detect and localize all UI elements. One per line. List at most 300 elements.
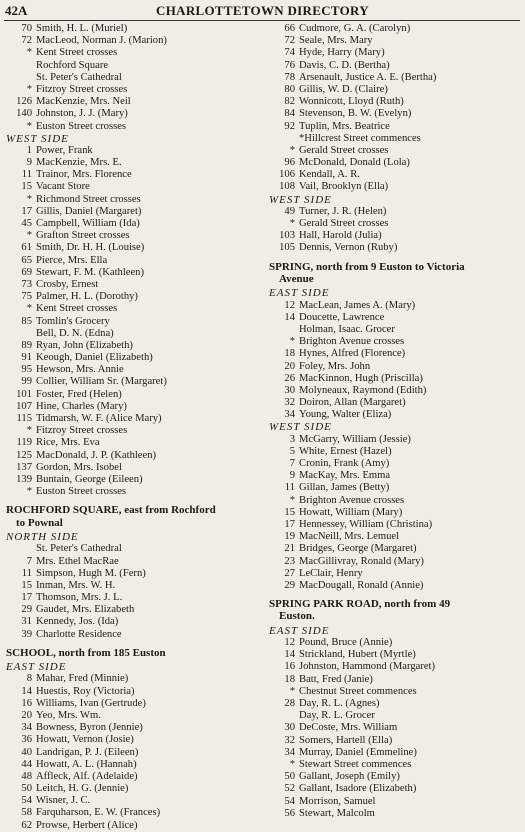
resident-name: Bridges, George (Margaret): [299, 543, 417, 555]
house-number: 29: [284, 579, 295, 591]
directory-entry: [269, 698, 521, 710]
resident-name: Day, R. L. Grocer: [299, 710, 375, 722]
page-number: 42A: [5, 3, 28, 18]
house-number: 31: [21, 616, 32, 628]
directory-entry: [6, 96, 260, 108]
resident-name: LeClair, Henry: [299, 567, 363, 579]
directory-entry: [269, 206, 521, 218]
directory-entry: [269, 796, 521, 808]
directory-entry: [269, 637, 521, 649]
directory-entry: [269, 507, 521, 519]
resident-name: MacDonald, J. P. (Kathleen): [36, 449, 157, 461]
house-number: 82: [284, 96, 295, 108]
street-side-label: EAST SIDE: [6, 661, 67, 674]
house-number: 95: [21, 364, 32, 376]
house-number: 139: [16, 473, 32, 485]
directory-entry: [6, 629, 260, 641]
resident-name: Campbell, William (Ida): [36, 218, 140, 229]
directory-entry: [269, 495, 521, 507]
house-number: 23: [284, 555, 295, 567]
resident-name: Collier, William Sr. (Margaret): [36, 376, 167, 388]
street-heading: [269, 598, 521, 623]
directory-entry: [269, 96, 521, 108]
page-title: CHARLOTTETOWN DIRECTORY: [156, 3, 369, 18]
directory-entry: [6, 84, 260, 96]
house-number: 126: [16, 96, 32, 108]
directory-entry: [269, 324, 521, 336]
directory-entry: [269, 23, 521, 35]
resident-name: Landrigan, P. J. (Eileen): [36, 746, 139, 758]
directory-entry: [6, 771, 260, 783]
house-number: 50: [284, 771, 295, 783]
house-number: 75: [21, 291, 32, 303]
resident-name: MacGillivray, Ronald (Mary): [299, 555, 424, 567]
house-number: 27: [284, 567, 295, 579]
house-number: *: [26, 303, 32, 315]
house-number: 125: [16, 449, 32, 461]
resident-name: Foley, Mrs. John: [299, 360, 371, 372]
page-header: [0, 0, 525, 22]
resident-name: Doiron, Allan (Margaret): [299, 397, 406, 409]
resident-name: Howatt, Vernon (Josie): [36, 734, 134, 746]
house-number: *: [289, 685, 295, 697]
directory-entry: [6, 686, 260, 698]
resident-name: Rice, Mrs. Eva: [36, 437, 100, 449]
directory-entry: [269, 35, 521, 47]
resident-name: Gerald Street crosses: [299, 144, 389, 156]
resident-name: MacKenzie, Mrs. Neil: [36, 96, 131, 108]
directory-entry: [269, 300, 521, 312]
resident-name: Bell, D. N. (Edna): [36, 327, 114, 339]
right-column: [269, 23, 521, 820]
resident-name: Gallant, Isadore (Elizabeth): [299, 783, 417, 795]
directory-entry: [269, 169, 521, 181]
resident-name: Euston Street crosses: [36, 486, 127, 498]
resident-name: Stewart Street commences: [299, 758, 412, 770]
street-heading: [6, 504, 260, 529]
house-number: *: [26, 486, 32, 498]
directory-entry: [6, 230, 260, 242]
house-number: 50: [21, 783, 32, 795]
house-number: 14: [284, 649, 295, 661]
house-number: *: [26, 83, 32, 95]
street-heading: [269, 261, 521, 286]
house-number: 89: [21, 339, 32, 351]
resident-name: Hennessey, William (Christina): [299, 518, 433, 530]
directory-entry: [6, 556, 260, 568]
house-number: [6, 60, 36, 72]
resident-name: Leitch, H. G. (Jennie): [36, 783, 129, 795]
directory-entry: [269, 434, 521, 446]
house-number: 40: [21, 746, 32, 758]
directory-entry: [6, 267, 260, 279]
resident-name: Fitzroy Street crosses: [36, 425, 128, 437]
resident-name: Buntain, George (Eileen): [36, 473, 143, 485]
left-column: [6, 23, 260, 832]
directory-entry: [6, 474, 260, 486]
directory-entry: [269, 181, 521, 193]
house-number: 48: [21, 770, 32, 782]
directory-entry: [6, 194, 260, 206]
resident-name: Morrison, Samuel: [299, 795, 376, 807]
house-number: 5: [289, 445, 295, 457]
resident-name: Vacant Store: [36, 181, 90, 193]
house-number: 11: [21, 567, 32, 579]
directory-entry: [269, 710, 521, 722]
directory-entry: [6, 450, 260, 462]
directory-entry: [6, 206, 260, 218]
directory-entry: [269, 446, 521, 458]
street-heading-continuation: to Pownal: [16, 516, 63, 529]
house-number: 101: [16, 388, 32, 400]
directory-entry: [269, 133, 521, 145]
house-number: 11: [284, 482, 295, 494]
house-number: 103: [279, 230, 295, 242]
resident-name: MacLeod, Norman J. (Marion): [36, 35, 167, 47]
house-number: 3: [289, 433, 295, 445]
directory-entry: [6, 783, 260, 795]
house-number: 8: [26, 673, 32, 685]
resident-name: Rochford Square: [36, 59, 109, 71]
resident-name: Strickland, Hubert (Myrtle): [299, 649, 416, 661]
directory-entry: [6, 795, 260, 807]
directory-entry: [269, 121, 521, 133]
directory-entry: [6, 820, 260, 832]
house-number: 19: [284, 531, 295, 543]
resident-name: Holman, Isaac. Grocer: [299, 323, 395, 335]
directory-entry: [269, 312, 521, 324]
resident-name: MacLean, James A. (Mary): [299, 299, 416, 311]
resident-name: Affleck, Alf. (Adelaide): [36, 770, 138, 782]
house-number: 34: [284, 746, 295, 758]
resident-name: Batt, Fred (Janie): [299, 673, 373, 685]
resident-name: Chestnut Street commences: [299, 685, 417, 697]
house-number: 65: [21, 254, 32, 266]
directory-entry: [6, 255, 260, 267]
house-number: [269, 324, 299, 336]
directory-entry: [6, 376, 260, 388]
house-number: 61: [21, 242, 32, 254]
directory-entry: [269, 108, 521, 120]
house-number: 52: [284, 783, 295, 795]
resident-name: Young, Walter (Eliza): [299, 409, 392, 421]
resident-name: Kent Street crosses: [36, 303, 118, 315]
house-number: 54: [21, 795, 32, 807]
resident-name: Tidmarsh, W. F. (Alice Mary): [36, 413, 162, 424]
house-number: 96: [284, 157, 295, 169]
house-number: 107: [16, 400, 32, 412]
resident-name: Hall, Harold (Julia): [299, 230, 382, 242]
house-number: 18: [284, 673, 295, 685]
resident-name: Palmer, H. L. (Dorothy): [36, 291, 138, 303]
house-number: *: [289, 144, 295, 156]
directory-entry: [6, 580, 260, 592]
resident-name: Williams, Ivan (Gertrude): [36, 697, 146, 709]
house-number: 76: [284, 59, 295, 71]
house-number: 73: [21, 278, 32, 290]
resident-name: *Hillcrest Street commences: [299, 132, 421, 144]
house-number: [6, 72, 36, 84]
house-number: 84: [284, 108, 295, 120]
street-heading: [6, 647, 260, 659]
resident-name: Kendall, A. R.: [299, 169, 360, 181]
directory-entry: [6, 734, 260, 746]
resident-name: Murray, Daniel (Emmeline): [299, 746, 417, 758]
directory-entry: [269, 458, 521, 470]
directory-entry: [6, 389, 260, 401]
directory-entry: [6, 169, 260, 181]
directory-entry: [269, 735, 521, 747]
directory-entry: [269, 361, 521, 373]
street-side-label: NORTH SIDE: [6, 531, 79, 544]
resident-name: Johnston, Hammond (Margaret): [299, 661, 436, 673]
directory-entry: [6, 157, 260, 169]
resident-name: MacNeill, Mrs. Lemuel: [299, 531, 400, 543]
directory-entry: [6, 121, 260, 133]
directory-entry: [269, 519, 521, 531]
house-number: 14: [21, 685, 32, 697]
resident-name: Inman, Mrs. W. H.: [36, 579, 116, 591]
house-number: 106: [279, 169, 295, 181]
directory-entry: [6, 462, 260, 474]
house-number: 28: [284, 698, 295, 709]
house-number: 17: [284, 518, 295, 530]
directory-entry: [6, 108, 260, 120]
directory-entry: [6, 279, 260, 291]
house-number: 92: [284, 120, 295, 132]
resident-name: MacKinnon, Hugh (Priscilla): [299, 372, 423, 384]
street-heading-line: SCHOOL, north from 185 Euston: [6, 646, 166, 659]
house-number: 74: [284, 47, 295, 59]
resident-name: Stevenson, B. W. (Evelyn): [299, 108, 412, 120]
house-number: 70: [21, 23, 32, 34]
house-number: 34: [21, 722, 32, 734]
resident-name: Kennedy, Jos. (Ida): [36, 616, 119, 628]
resident-name: Trainor, Mrs. Florence: [36, 169, 132, 181]
resident-name: Wisner, J. C.: [36, 795, 91, 807]
house-number: 16: [21, 697, 32, 709]
directory-entry: [269, 218, 521, 230]
house-number: 58: [21, 807, 32, 819]
resident-name: Wonnicott, Lloyd (Ruth): [299, 96, 404, 108]
directory-entry: [6, 673, 260, 685]
resident-name: Charlotte Residence: [36, 628, 122, 640]
directory-entry: [269, 531, 521, 543]
house-number: 32: [284, 397, 295, 409]
house-number: 30: [284, 722, 295, 734]
house-number: 39: [21, 628, 32, 640]
directory-entry: [6, 543, 260, 555]
house-number: 20: [21, 709, 32, 721]
directory-entry: [269, 385, 521, 397]
house-number: 20: [284, 360, 295, 372]
house-number: 7: [289, 458, 295, 469]
directory-entry: [269, 661, 521, 673]
directory-entry: [6, 401, 260, 413]
house-number: 72: [284, 35, 295, 47]
street-side-label: WEST SIDE: [269, 193, 332, 206]
directory-entry: [269, 759, 521, 771]
house-number: 34: [284, 409, 295, 421]
house-number: [269, 710, 299, 722]
house-number: 91: [21, 352, 32, 364]
directory-entry: [269, 397, 521, 409]
house-number: 17: [21, 205, 32, 217]
house-number: 15: [21, 579, 32, 591]
street-side-label: EAST SIDE: [269, 624, 330, 637]
street-side-label: WEST SIDE: [6, 132, 69, 145]
resident-name: MacKay, Mrs. Emma: [299, 470, 391, 482]
directory-entry: [269, 649, 521, 661]
street-side-label: WEST SIDE: [269, 421, 332, 434]
house-number: 45: [21, 218, 32, 229]
resident-name: Pierce, Mrs. Ella: [36, 254, 108, 266]
street-heading-line: SPRING PARK ROAD, north from 49: [269, 598, 451, 611]
street-heading-continuation: Euston.: [279, 610, 315, 623]
directory-entry: [269, 783, 521, 795]
resident-name: Euston Street crosses: [36, 120, 127, 132]
house-number: 29: [21, 604, 32, 616]
house-number: 108: [279, 181, 295, 193]
directory-entry: [6, 340, 260, 352]
resident-name: Simpson, Hugh M. (Fern): [36, 567, 146, 579]
directory-entry: [269, 674, 521, 686]
resident-name: Bowness, Byron (Jennie): [36, 722, 143, 734]
directory-entry: [6, 145, 260, 157]
resident-name: Hyde, Harry (Mary): [299, 47, 385, 59]
directory-entry: [6, 23, 260, 35]
directory-entry: [6, 60, 260, 72]
house-number: 85: [21, 315, 32, 327]
directory-entry: [6, 437, 260, 449]
resident-name: Howatt, William (Mary): [299, 506, 403, 518]
resident-name: Tuplin, Mrs. Beatrice: [299, 120, 390, 132]
resident-name: Cudmore, G. A. (Carolyn): [299, 23, 411, 34]
directory-entry: [269, 348, 521, 360]
house-number: 9: [289, 470, 295, 482]
resident-name: Tomlin's Grocery: [36, 315, 110, 327]
directory-entry: [6, 710, 260, 722]
house-number: 12: [284, 299, 295, 311]
house-number: 15: [284, 506, 295, 518]
directory-entry: [269, 771, 521, 783]
house-number: *: [289, 494, 295, 506]
resident-name: Stewart, F. M. (Kathleen): [36, 266, 145, 278]
house-number: *: [26, 193, 32, 205]
resident-name: Johnston, J. J. (Mary): [36, 108, 128, 120]
resident-name: Molyneaux, Raymond (Edith): [299, 384, 427, 396]
house-number: 72: [21, 35, 32, 47]
directory-entry: [6, 698, 260, 710]
house-number: *: [26, 230, 32, 242]
house-number: 9: [26, 157, 32, 169]
directory-entry: [269, 336, 521, 348]
house-number: 12: [284, 637, 295, 649]
house-number: 66: [284, 23, 295, 34]
house-number: [6, 328, 36, 340]
house-number: *: [289, 758, 295, 770]
house-number: *: [289, 336, 295, 348]
directory-entry: [6, 35, 260, 47]
directory-entry: [269, 543, 521, 555]
resident-name: Gillis, W. D. (Claire): [299, 83, 388, 95]
directory-entry: [6, 592, 260, 604]
resident-name: Turner, J. R. (Helen): [299, 205, 387, 217]
directory-entry: [269, 230, 521, 242]
resident-name: Hynes, Alfred (Florence): [299, 348, 406, 360]
directory-entry: [6, 616, 260, 628]
resident-name: Pound, Bruce (Annie): [299, 637, 393, 649]
house-number: 119: [16, 437, 32, 449]
resident-name: MacKenzie, Mrs. E.: [36, 157, 122, 169]
directory-entry: [6, 413, 260, 425]
directory-entry: [269, 84, 521, 96]
house-number: 32: [284, 734, 295, 746]
resident-name: Cronin, Frank (Amy): [299, 458, 390, 469]
resident-name: Ryan, John (Elizabeth): [36, 339, 133, 351]
house-number: 56: [284, 807, 295, 819]
house-number: 78: [284, 71, 295, 83]
directory-entry: [269, 722, 521, 734]
directory-entry: [269, 373, 521, 385]
house-number: [269, 133, 299, 145]
directory-entry: [269, 808, 521, 820]
resident-name: Day, R. L. (Agnes): [299, 698, 380, 709]
resident-name: McDonald, Donald (Lola): [299, 157, 410, 169]
resident-name: Yeo, Mrs. Wm.: [36, 709, 101, 721]
resident-name: Richmond Street crosses: [36, 193, 141, 205]
directory-entry: [6, 747, 260, 759]
directory-entry: [6, 425, 260, 437]
house-number: 11: [21, 169, 32, 181]
house-number: *: [26, 47, 32, 59]
house-number: 49: [284, 205, 295, 217]
resident-name: Gallant, Joseph (Emily): [299, 771, 400, 783]
resident-name: Hine, Charles (Mary): [36, 400, 127, 412]
directory-entry: [269, 72, 521, 84]
resident-name: Fitzroy Street crosses: [36, 83, 128, 95]
directory-entry: [6, 316, 260, 328]
directory-entry: [269, 60, 521, 72]
resident-name: DeCoste, Mrs. William: [299, 722, 398, 734]
house-number: 21: [284, 543, 295, 555]
house-number: *: [26, 120, 32, 132]
house-number: 36: [21, 734, 32, 746]
resident-name: Vail, Brooklyn (Ella): [299, 181, 389, 193]
house-number: 1: [26, 144, 32, 156]
directory-entry: [269, 580, 521, 592]
directory-entry: [6, 722, 260, 734]
resident-name: Somers, Hartell (Ella): [299, 734, 393, 746]
resident-name: Smith, H. L. (Muriel): [36, 23, 128, 34]
resident-name: Brighton Avenue crosses: [299, 494, 405, 506]
house-number: 115: [16, 413, 32, 424]
resident-name: Brighton Avenue crosses: [299, 336, 405, 348]
resident-name: St. Peter's Cathedral: [36, 543, 122, 555]
house-number: 140: [16, 108, 32, 120]
house-number: 44: [21, 758, 32, 770]
resident-name: Smith, Dr. H. H. (Louise): [36, 242, 145, 254]
house-number: 137: [16, 461, 32, 473]
directory-entry: [269, 747, 521, 759]
resident-name: Power, Frank: [36, 144, 93, 156]
resident-name: St. Peter's Cathedral: [36, 71, 122, 83]
house-number: 80: [284, 83, 295, 95]
directory-entry: [269, 686, 521, 698]
resident-name: Doucette, Lawrence: [299, 311, 385, 323]
street-side-label: EAST SIDE: [269, 287, 330, 300]
resident-name: Gordon, Mrs. Isobel: [36, 461, 122, 473]
